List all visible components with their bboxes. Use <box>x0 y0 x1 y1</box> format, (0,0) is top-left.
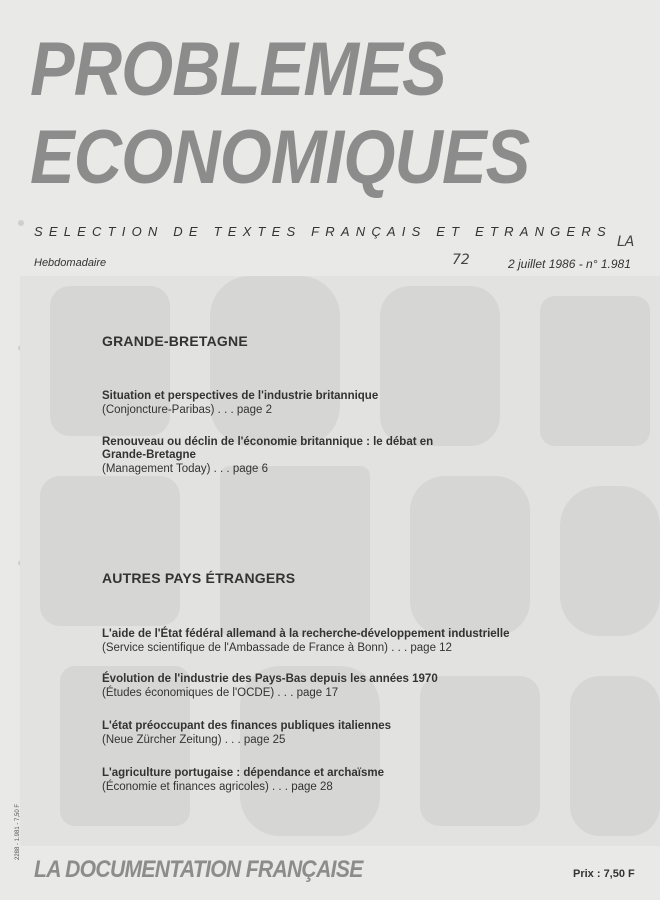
article-headline: Situation et perspectives de l'industrie britannique <box>102 390 379 402</box>
price-label: Prix : 7,50 F <box>573 868 635 880</box>
article-item <box>102 673 572 700</box>
section-title-autres-pays: AUTRES PAYS ÉTRANGERS <box>102 570 296 586</box>
masthead-subtitle: SELECTION DE TEXTES FRANÇAIS ET ETRANGERS <box>34 224 612 239</box>
masthead-title-line2: ECONOMIQUES <box>30 115 530 200</box>
article-headline: L'aide de l'État fédéral allemand à la recherche-développement industrielle <box>102 628 510 640</box>
handwritten-initials: LA <box>617 234 635 250</box>
article-source: (Études économiques de l'OCDE) . . . page 17 <box>102 687 339 699</box>
issue-date-number: 2 juillet 1986 - n° 1.981 <box>508 257 631 271</box>
handwritten-number: 72 <box>452 252 470 268</box>
article-source: (Conjoncture-Paribas) . . . page 2 <box>102 404 273 416</box>
article-source: (Économie et finances agricoles) . . . page 28 <box>102 781 333 793</box>
article-headline: L'état préoccupant des finances publiques italiennes <box>102 720 392 732</box>
article-source: (Neue Zürcher Zeitung) . . . page 25 <box>102 734 286 746</box>
article-headline: Renouveau ou déclin de l'économie britannique : le débat en Grande-Bretagne <box>102 436 434 461</box>
article-item <box>102 767 572 794</box>
spine-code: 2288 - 1.981 - 7,50 F <box>15 803 21 860</box>
article-headline: Évolution de l'industrie des Pays-Bas depuis les années 1970 <box>102 673 438 685</box>
publication-frequency: Hebdomadaire <box>34 257 107 269</box>
article-source: (Service scientifique de l'Ambassade de France à Bonn) . . . page 12 <box>102 642 452 654</box>
article-item <box>102 436 462 476</box>
publisher-logo: LA DOCUMENTATION FRANÇAISE <box>34 856 363 883</box>
article-source: (Management Today) . . . page 6 <box>102 463 268 475</box>
article-item <box>102 628 602 655</box>
article-item <box>102 390 572 417</box>
masthead-title-line1: PROBLEMES <box>30 27 446 112</box>
article-item <box>102 720 572 747</box>
section-title-grande-bretagne: GRANDE-BRETAGNE <box>102 333 248 349</box>
article-headline: L'agriculture portugaise : dépendance et archaïsme <box>102 767 385 779</box>
